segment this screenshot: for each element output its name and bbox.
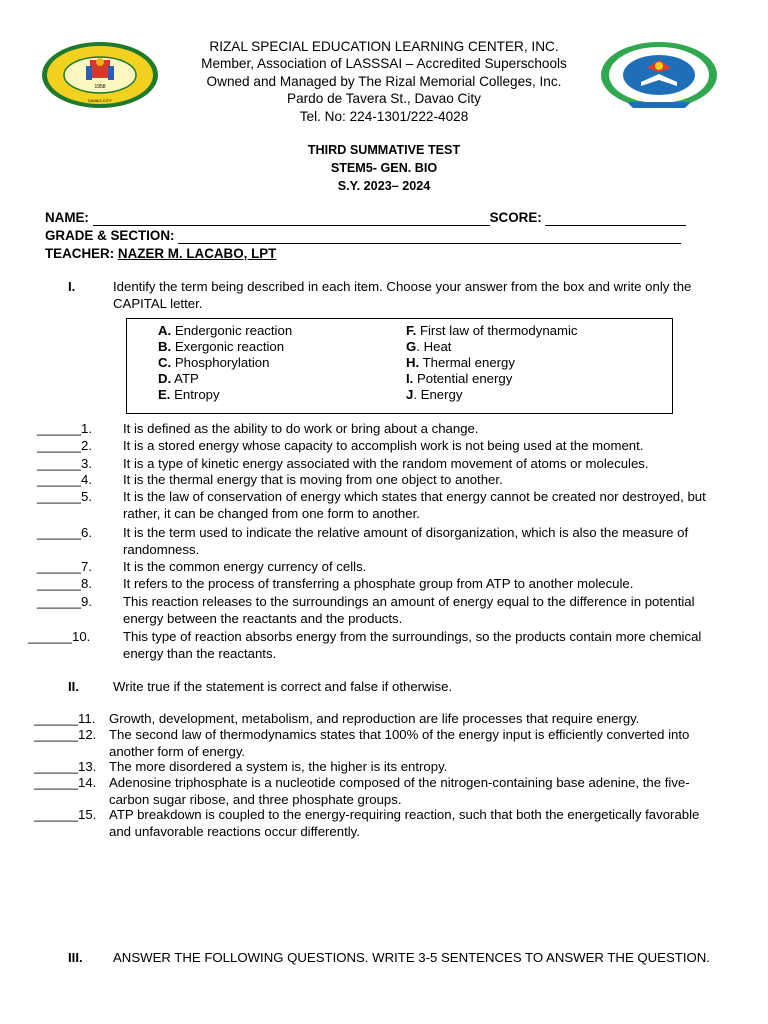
school-year: S.Y. 2023– 2024 [337, 179, 431, 193]
choice-b: B. Exergonic reaction [158, 339, 285, 354]
answer-blank[interactable]: ______14. [34, 775, 97, 790]
question-text: It is the law of conservation of energy which states that energy cannot be created nor destroyed, but rather, it can be changed from one form to another. [123, 489, 706, 521]
teacher-row [45, 246, 276, 261]
section-1-header [68, 279, 728, 315]
question-text: It is the common energy currency of cells. [123, 559, 367, 574]
choice-e: E. Entropy [158, 387, 220, 402]
svg-text:DAVAO CITY: DAVAO CITY [88, 98, 112, 103]
name-row [45, 210, 686, 226]
choice-i: I. Potential energy [406, 371, 513, 386]
question-text: It is a type of kinetic energy associated with the random movement of atoms or molecules. [123, 456, 649, 471]
answer-blank[interactable]: ______1. [37, 421, 93, 436]
answer-blank[interactable]: ______7. [37, 559, 93, 574]
choice-h: H. Thermal energy [406, 355, 515, 370]
answer-blank[interactable]: ______8. [37, 576, 93, 591]
section-3-instruction: ANSWER THE FOLLOWING QUESTIONS. WRITE 3-5 SENTENCES TO ANSWER THE QUESTION. [113, 950, 710, 965]
teacher-name: NAZER M. LACABO, LPT [117, 246, 277, 261]
question-text: It is the thermal energy that is moving from one object to another. [123, 472, 503, 487]
choice-c: C. Phosphorylation [158, 355, 270, 370]
question-text: This reaction releases to the surroundings an amount of energy equal to the difference in potential energy between the reactants and the products. [123, 594, 695, 626]
answer-blank[interactable]: ______15. [34, 807, 97, 822]
choice-j: J. Energy [406, 387, 463, 402]
answer-blank[interactable]: ______9. [37, 594, 93, 609]
score-field[interactable] [545, 210, 686, 226]
school-header [150, 38, 618, 125]
subject-line: STEM5- GEN. BIO [330, 161, 438, 175]
section-3-numeral: III. [68, 950, 83, 965]
answer-blank[interactable]: ______12. [34, 727, 97, 742]
section-1-instruction: Identify the term being described in each item. Choose your answer from the box and write only the CAPITAL letter. [113, 279, 692, 311]
grade-section-label: GRADE & SECTION: [45, 228, 175, 243]
telephone-line: Tel. No: 224-1301/222-4028 [299, 108, 469, 124]
answer-blank[interactable]: ______5. [37, 489, 93, 504]
answer-blank[interactable]: ______2. [37, 438, 93, 453]
question-text: The second law of thermodynamics states that 100% of the energy input is efficiently converted into another form of energy. [109, 727, 690, 759]
school-seal-logo [40, 40, 160, 110]
association-line: Member, Association of LASSSAI – Accredited Superschools [201, 56, 567, 72]
section-2-instruction: Write true if the statement is correct and false if otherwise. [113, 679, 453, 694]
answer-blank[interactable]: ______3. [37, 456, 93, 471]
question-text: It is a stored energy whose capacity to accomplish work is not being used at the moment. [123, 438, 644, 453]
test-title [150, 141, 618, 195]
teacher-label: TEACHER: [45, 246, 115, 261]
grade-section-field[interactable] [178, 228, 681, 244]
ownership-line: Owned and Managed by The Rizal Memorial Colleges, Inc. [206, 73, 562, 89]
section-2-header [68, 679, 728, 697]
school-name: RIZAL SPECIAL EDUCATION LEARNING CENTER, INC. [209, 39, 559, 54]
name-field[interactable] [93, 210, 490, 226]
score-label: SCORE: [489, 210, 542, 225]
name-label: NAME: [45, 210, 89, 225]
question-text: It refers to the process of transferring a phosphate group from ATP to another molecule. [123, 576, 634, 591]
section-3-header [68, 950, 728, 986]
question-text: It is defined as the ability to do work or bring about a change. [123, 421, 479, 436]
choice-f: F. First law of thermodynamic [406, 323, 578, 338]
answer-blank[interactable]: ______4. [37, 472, 93, 487]
grade-row [45, 228, 681, 244]
question-text: The more disordered a system is, the higher is its entropy. [109, 759, 448, 774]
question-text: Growth, development, metabolism, and reproduction are life processes that require energy. [109, 711, 640, 726]
question-text: This type of reaction absorbs energy from the surroundings, so the products contain more chemical energy than the reactants. [123, 629, 702, 661]
address-line: Pardo de Tavera St., Davao City [287, 91, 481, 107]
question-text: Adenosine triphosphate is a nucleotide composed of the nitrogen-containing base adenine, the five-carbon sugar ribose, and three phosphate groups. [109, 775, 690, 807]
answer-blank[interactable]: ______13. [34, 759, 97, 774]
choice-d: D. ATP [158, 371, 199, 386]
test-name: THIRD SUMMATIVE TEST [307, 143, 461, 157]
choice-a: A. Endergonic reaction [158, 323, 293, 338]
answer-blank[interactable]: ______10. [28, 629, 91, 644]
svg-text:1958: 1958 [94, 84, 106, 90]
question-text: ATP breakdown is coupled to the energy-requiring reaction, such that both the energetically favorable and unfavorable reactions occur differently. [109, 807, 700, 839]
choice-g: G. Heat [406, 339, 452, 354]
answer-blank[interactable]: ______11. [34, 711, 96, 726]
answer-blank[interactable]: ______6. [37, 525, 93, 540]
section-2-numeral: II. [68, 679, 79, 694]
question-text: It is the term used to indicate the relative amount of disorganization, which is also the measure of randomness. [123, 525, 689, 557]
section-1-numeral: I. [68, 279, 76, 294]
